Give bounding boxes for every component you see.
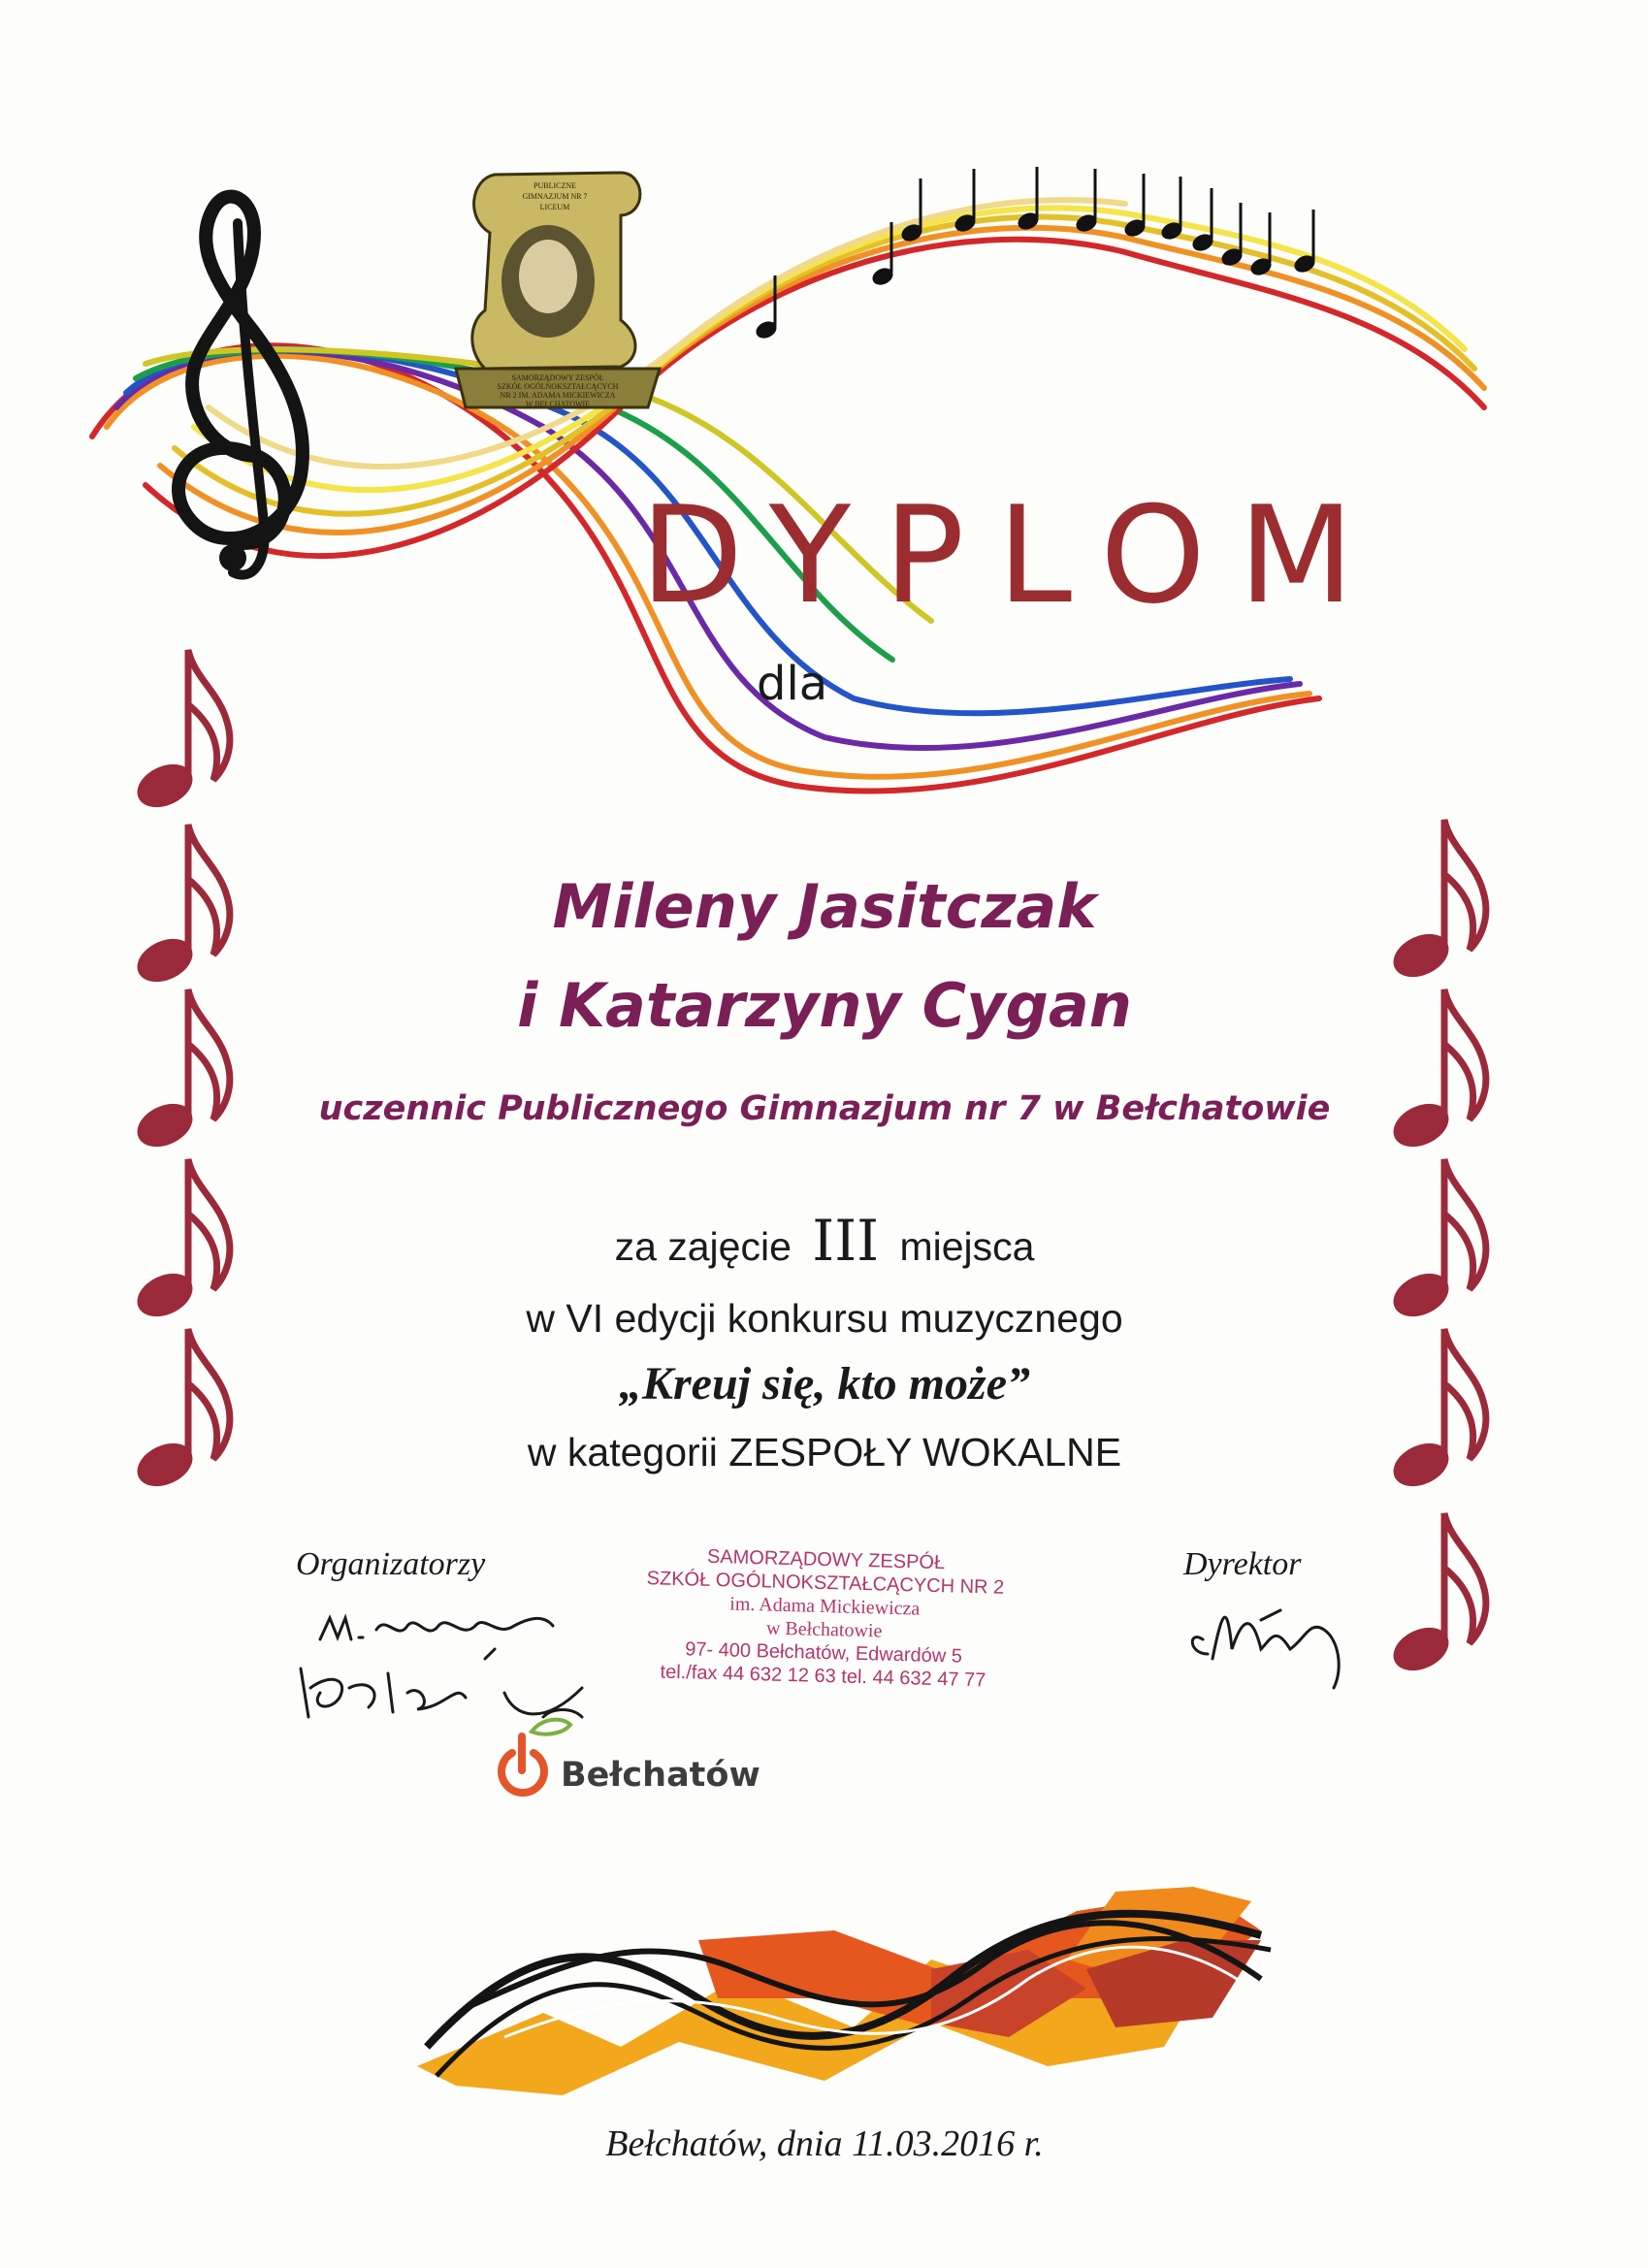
award-place: III — [812, 1208, 880, 1274]
stamp-line-3: im. Adama Mickiewicza — [729, 1593, 921, 1620]
organizer-signatures — [301, 1618, 582, 1717]
stamp-line-5: 97- 400 Bełchatów, Edwardów 5 — [684, 1638, 963, 1668]
emblem-bottom-text-3: NR 2 IM. ADAMA MICKIEWICZA — [500, 391, 616, 400]
stamp-line-4: w Bełchatowie — [765, 1617, 883, 1642]
category-line: w kategorii ZESPOŁY WOKALNE — [527, 1430, 1122, 1474]
stamp-line-6: tel./fax 44 632 12 63 tel. 44 632 47 77 — [660, 1661, 986, 1692]
emblem-bottom-text-1: SAMORZĄDOWY ZESPÓŁ — [511, 373, 604, 382]
contest-name: „Kreuj się, kto może” — [618, 1358, 1030, 1409]
organizers-label: Organizatorzy — [296, 1546, 486, 1582]
school-line: uczennic Publicznego Gimnazjum nr 7 w Bełchatowie — [318, 1089, 1331, 1128]
left-music-notes — [130, 650, 230, 1495]
recipient-name-2: i Katarzyny Cygan — [517, 970, 1132, 1041]
treble-clef-icon — [178, 197, 303, 575]
diploma-title: DYPLOM — [640, 477, 1387, 633]
award-prefix: za zajęcie — [614, 1224, 792, 1269]
director-label: Dyrektor — [1183, 1546, 1302, 1582]
award-suffix: miejsca — [899, 1224, 1035, 1269]
school-emblem — [456, 173, 660, 408]
emblem-top-text-3: LICEUM — [539, 203, 570, 211]
recipient-name-1: Mileny Jasitczak — [552, 871, 1097, 942]
date-line: Bełchatów, dnia 11.03.2016 r. — [605, 2123, 1044, 2164]
stamp-line-2: SZKÓŁ OGÓLNOKSZTAŁCĄCYCH NR 2 — [646, 1568, 1005, 1599]
school-stamp — [619, 1543, 1030, 1694]
director-signature — [1192, 1610, 1339, 1688]
emblem-bottom-text-2: SZKÓŁ OGÓLNOKSZTAŁCĄCYCH — [497, 382, 619, 391]
emblem-bottom-text-4: W BEŁCHATOWIE — [525, 400, 591, 408]
for-label: dla — [757, 657, 828, 711]
bottom-wave-graphic — [417, 1887, 1271, 2095]
stamp-line-1: SAMORZĄDOWY ZESPÓŁ — [706, 1545, 946, 1574]
award-line — [242, 1208, 1406, 1277]
city-logo-name: Bełchatów — [561, 1756, 760, 1795]
emblem-top-text-1: PUBLICZNE — [534, 181, 576, 190]
edition-line: w VI edycji konkursu muzycznego — [526, 1296, 1123, 1341]
emblem-top-text-2: GIMNAZJUM NR 7 — [522, 192, 588, 201]
